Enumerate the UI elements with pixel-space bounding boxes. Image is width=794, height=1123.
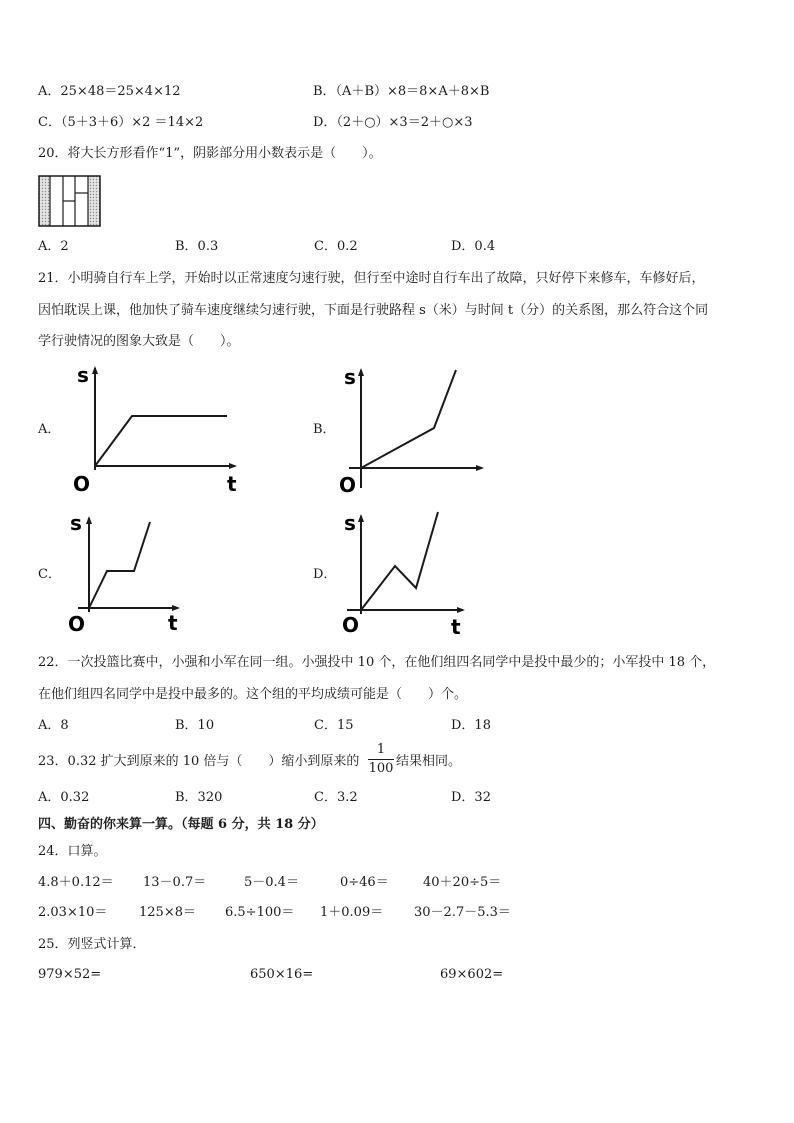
section-4-heading: 四、勤奋的你来算一算。（每题 6 分，共 18 分）	[38, 817, 324, 832]
graph-a-s-label: s	[77, 363, 89, 387]
q23-stem-after: 结果相同。	[396, 754, 462, 769]
q22-option-b: B．10	[175, 718, 215, 733]
q20-rectangle-figure	[38, 175, 102, 227]
graph-c	[60, 510, 190, 635]
q23-fraction	[368, 742, 394, 777]
q21-stem-line3: 学行驶情况的图象大致是（ ）。	[38, 334, 240, 349]
graph-c-label: C．	[38, 567, 61, 582]
q19-option-c: C．（5＋3＋6）×2 ＝14×2	[38, 115, 204, 130]
q24-stem: 24．口算。	[38, 844, 107, 859]
q24-row1-item: 5－0.4＝	[244, 875, 299, 890]
q24-row1-item: 4.8＋0.12＝	[38, 875, 114, 890]
graph-d-label: D．	[313, 567, 337, 582]
graph-b	[335, 362, 495, 497]
q20-option-b: B．0.3	[175, 239, 219, 254]
graph-c-origin-label: O	[68, 612, 86, 636]
q25-item: 650×16=	[250, 967, 314, 982]
q23-option-a: A．0.32	[38, 790, 90, 805]
q23-fraction-numerator: 1	[368, 742, 394, 760]
q24-row1-item: 0÷46＝	[340, 875, 389, 890]
q19-option-b: B．（A＋B）×8＝8×A＋8×B	[313, 84, 490, 99]
graph-a-origin-label: O	[73, 472, 91, 496]
q24-row1-item: 40＋20÷5＝	[423, 875, 502, 890]
shaded-region-right	[88, 176, 100, 226]
q24-row2-item: 30－2.7－5.3＝	[414, 905, 511, 920]
q21-stem-line1: 21．小明骑自行车上学，开始时以正常速度匀速行驶，但行至中途时自行车出了故障，只好停下来修车，车修好后，	[38, 271, 705, 286]
q21-stem-line2: 因怕耽误上课，他加快了骑车速度继续匀速行驶，下面是行驶路程 s（米）与时间 t（分）的关系图，那么符合这个同	[38, 303, 709, 318]
graph-d-line	[361, 512, 438, 610]
graph-a-line	[95, 416, 227, 466]
graph-d-origin-label: O	[342, 613, 360, 637]
q20-option-a: A．2	[38, 239, 69, 254]
q22-stem-line1: 22．一次投篮比赛中，小强和小军在同一组。小强投中 10 个，在他们组四名同学中是投中最少的；小军投中 18 个，	[38, 655, 716, 670]
q20-option-c: C．0.2	[314, 239, 358, 254]
graph-b-label: B．	[313, 422, 336, 437]
q24-row1-item: 13－0.7＝	[143, 875, 207, 890]
graph-d-s-label: s	[344, 511, 356, 535]
graph-b-s-label: s	[344, 365, 356, 389]
q24-row2-item: 6.5÷100＝	[225, 905, 295, 920]
graph-a-t-label: t	[227, 472, 237, 496]
q20-stem: 20．将大长方形看作“1”，阴影部分用小数表示是（ ）。	[38, 146, 382, 161]
q22-option-c: C．15	[314, 718, 354, 733]
q24-row2-item: 2.03×10＝	[38, 905, 108, 920]
q22-option-a: A．8	[38, 718, 69, 733]
graph-a	[60, 360, 250, 495]
q25-item: 69×602=	[440, 967, 504, 982]
q23-option-c: C．3.2	[314, 790, 358, 805]
q25-stem: 25．列竖式计算．	[38, 937, 146, 952]
graph-c-t-label: t	[168, 611, 178, 635]
q23-fraction-denominator: 100	[368, 761, 394, 776]
graph-b-origin-label: O	[339, 473, 357, 497]
q19-option-d: D．（2＋○）×3＝2＋○×3	[313, 115, 473, 130]
graph-c-s-label: s	[70, 511, 82, 535]
q22-stem-line2: 在他们组四名同学中是投中最多的。这个组的平均成绩可能是（ ）个。	[38, 687, 468, 702]
graph-a-label: A．	[38, 422, 61, 437]
q25-item: 979×52=	[38, 967, 102, 982]
graph-b-line	[361, 370, 456, 468]
q23-option-b: B．320	[175, 790, 223, 805]
q24-row2-item: 125×8＝	[139, 905, 196, 920]
shaded-region-left	[39, 176, 50, 226]
q23-option-d: D．32	[451, 790, 491, 805]
q24-row2-item: 1＋0.09＝	[320, 905, 384, 920]
graph-c-line	[89, 522, 150, 608]
q23-stem-before: 23．0.32 扩大到原来的 10 倍与（ ）缩小到原来的	[38, 754, 360, 769]
graph-d	[335, 508, 475, 638]
graph-d-t-label: t	[451, 615, 461, 639]
q19-option-a: A．25×48＝25×4×12	[38, 84, 181, 99]
q20-option-d: D．0.4	[451, 239, 496, 254]
q22-option-d: D．18	[451, 718, 491, 733]
